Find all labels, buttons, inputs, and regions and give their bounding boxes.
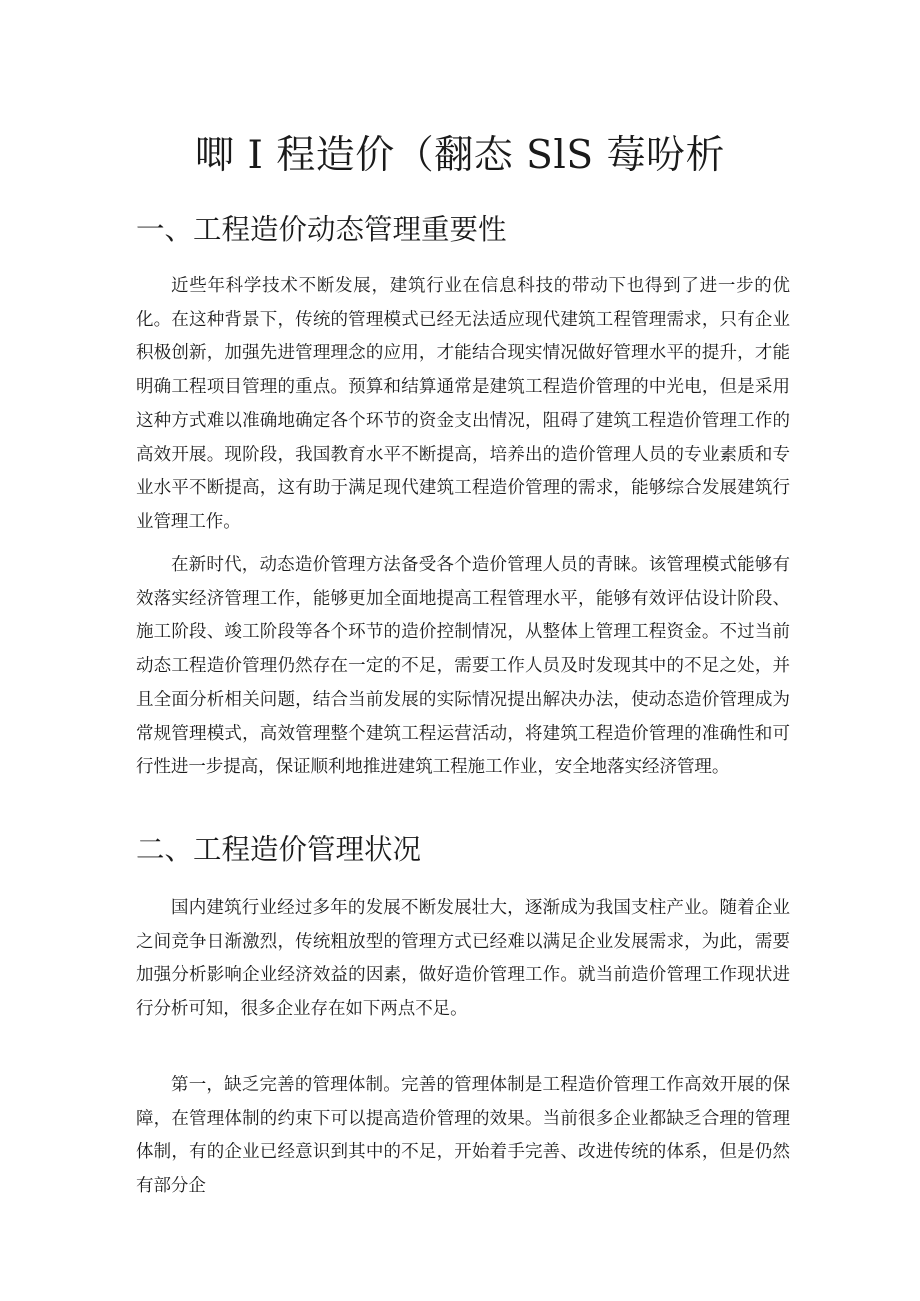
paragraph: 国内建筑行业经过多年的发展不断发展壮大，逐渐成为我国支柱产业。随着企业之间竞争日渐激烈，传统粗放型的管理方式已经难以满足企业发展需求，为此，需要加强分析影响企业经济效益的因素，做好造价管理工作。就当前造价管理工作现状进行分析可知，很多企业存在如下两点不足。	[136, 898, 790, 1020]
document-title: 唧 I 程造价（翻态 SlS 莓吩析	[195, 133, 725, 178]
paragraph: 近些年科学技术不断发展，建筑行业在信息科技的带动下也得到了进一步的优化。在这种背景下，传统的管理模式已经无法适应现代建筑工程管理需求，只有企业积极创新，加强先进管理理念的应用，才能结合现实情况做好管理水平的提升，才能明确工程项目管理的重点。预算和结算通常是建筑工程造价管理的中光电，但是采用这种方式难以准确地确定各个环节的资金支出情况，阻碍了建筑工程造价管理工作的高效开展。现阶段，我国教育水平不断提高，培养出的造价管理人员的专业素质和专业水平不断提高，这有助于满足现代建筑工程造价管理的需求，能够综合发展建筑行业管理工作。	[136, 276, 790, 532]
paragraph: 在新时代，动态造价管理方法备受各个造价管理人员的青睐。该管理模式能够有效落实经济管理工作，能够更加全面地提高工程管理水平，能够有效评估设计阶段、施工阶段、竣工阶段等各个环节的造价控制情况，从整体上管理工程资金。不过当前动态工程造价管理仍然存在一定的不足，需要工作人员及时发现其中的不足之处，并且全面分析相关问题，结合当前发展的实际情况提出解决办法，使动态造价管理成为常规管理模式，高效管理整个建筑工程运营活动，将建筑工程造价管理的准确性和可行性进一步提高，保证顺利地推进建筑工程施工作业，安全地落实经济管理。	[136, 555, 790, 778]
paragraph: 第一，缺乏完善的管理体制。完善的管理体制是工程造价管理工作高效开展的保障，在管理体制的约束下可以提高造价管理的效果。当前很多企业都缺乏合理的管理体制，有的企业已经意识到其中的不足，开始着手完善、改进传统的体系，但是仍然有部分企	[136, 1075, 790, 1197]
section-heading-status: 二、工程造价管理状况	[136, 833, 422, 866]
section-heading-importance: 一、工程造价动态管理重要性	[136, 213, 507, 246]
